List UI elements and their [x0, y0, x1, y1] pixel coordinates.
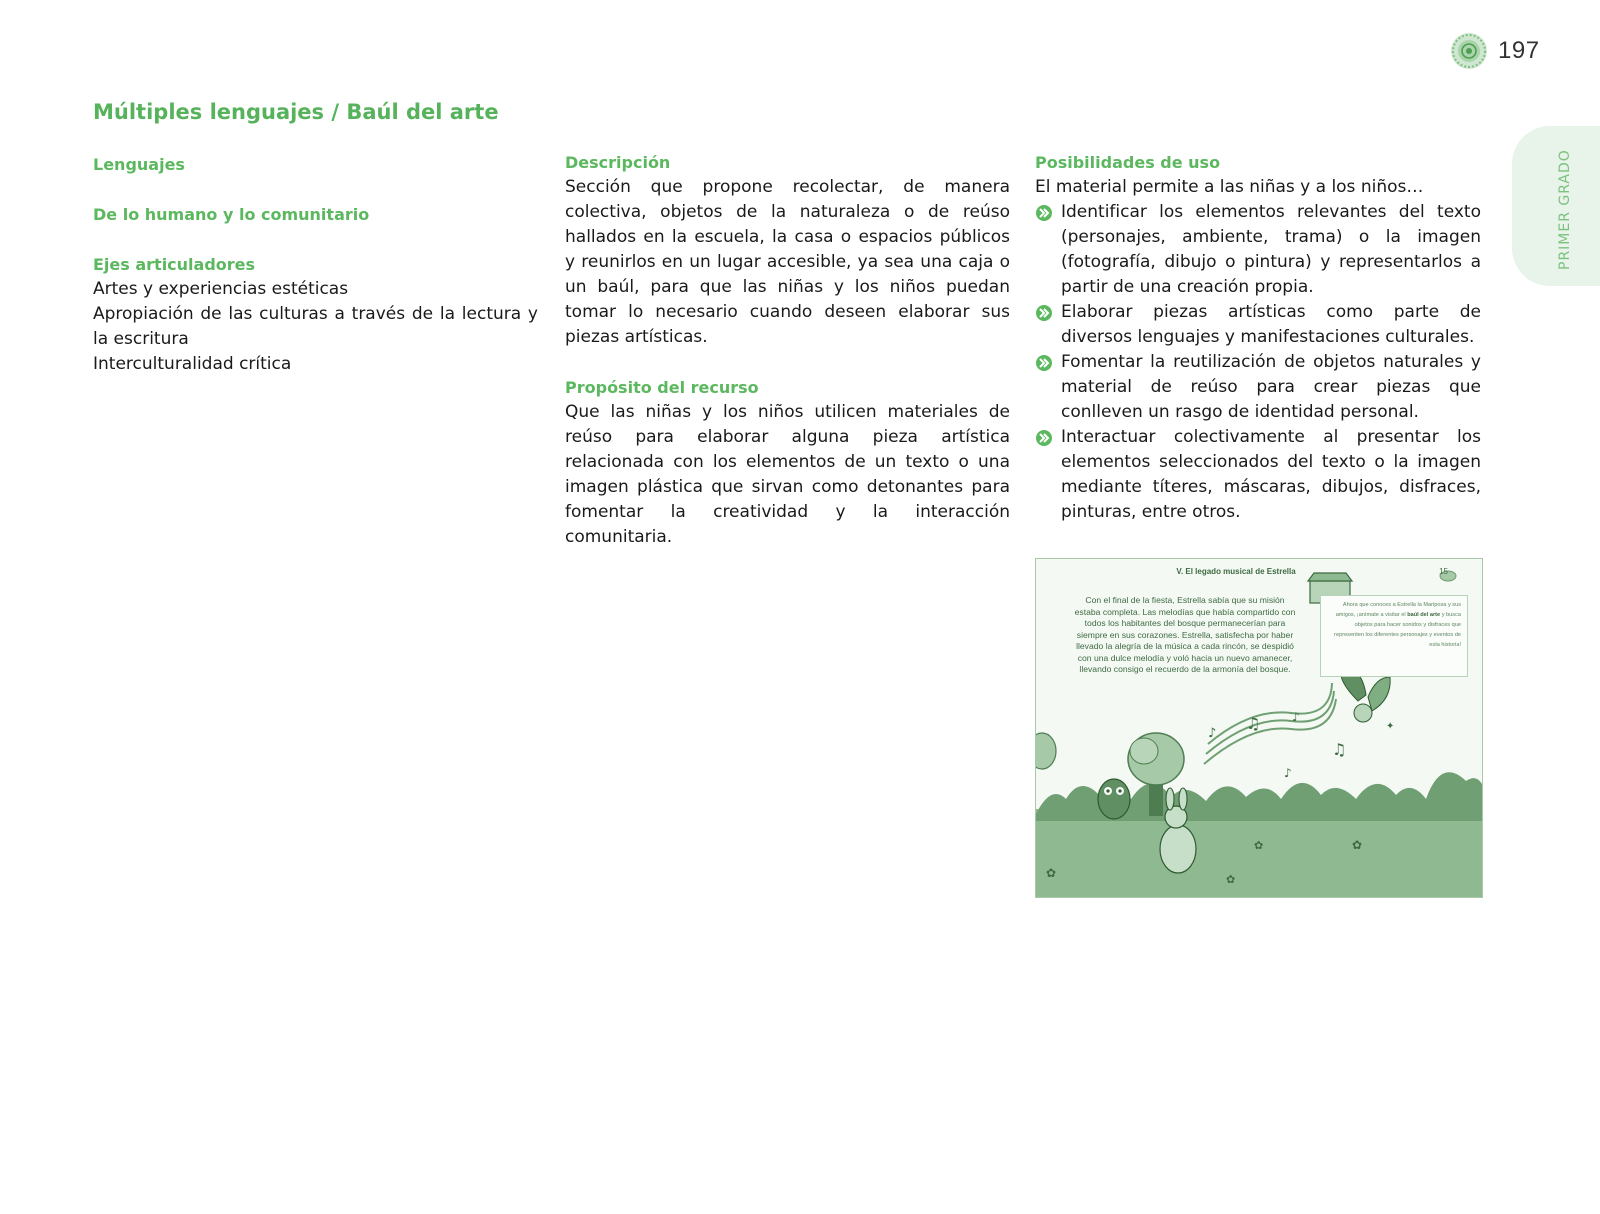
svg-text:♪: ♪: [1284, 766, 1292, 780]
svg-text:♫: ♫: [1332, 740, 1347, 759]
side-tab: [1512, 126, 1600, 286]
descripcion-text: Sección que propone recolectar, de manera colectiva, objetos de la naturaleza o de reúso hallados en la escuela, la casa o espacios públicos y reunirlos en un lugar accesible, ya sea una caja o un baúl, para que las niñas y los niños puedan tomar lo necesario cuando deseen elaborar sus piezas artísticas.: [565, 177, 1010, 347]
svg-text:♪: ♪: [1292, 710, 1300, 724]
list-item-text: Elaborar piezas artísticas como parte de diversos lenguajes y manifestaciones culturales.: [1061, 302, 1481, 347]
descripcion-heading: Descripción: [565, 153, 671, 172]
svg-text:✿: ✿: [1254, 839, 1264, 852]
posibilidades-list: [1035, 200, 1481, 525]
spiral-logo-icon: [1450, 32, 1488, 70]
double-chevron-icon: [1035, 429, 1053, 447]
note-text-bold: baúl del arte: [1407, 612, 1441, 618]
right-column: [1035, 150, 1481, 525]
svg-text:♫: ♫: [1246, 714, 1261, 733]
page-title: Múltiples lenguajes / Baúl del arte: [93, 100, 499, 124]
list-item-text: Fomentar la reutilización de objetos naturales y material de reúso para crear piezas que conlleven un rasgo de identidad personal.: [1061, 352, 1481, 422]
list-item: [1035, 425, 1481, 525]
illustration-note-box: [1320, 595, 1468, 677]
book-page-illustration: [1035, 558, 1483, 898]
list-item: [1035, 350, 1481, 425]
double-chevron-icon: [1035, 204, 1053, 222]
left-column: [93, 152, 538, 377]
illustration-story-text: Con el final de la fiesta, Estrella sabía que su misión estaba completa. Las melodías que había compartido con todos los habitantes del bosque permanecerían para siempre en sus corazones. Estrella, satisfecha por haber llevado la alegría de la música a cada rincón, se despidió con una dulce melodía y voló hacia un nuevo amanecer, llevando consigo el recuerdo de la armonía del bosque.: [1074, 595, 1296, 674]
double-chevron-icon: [1035, 304, 1053, 322]
svg-text:♪: ♪: [1208, 726, 1217, 741]
side-tab-label: PRIMER GRADO: [1557, 149, 1573, 270]
lenguajes-heading: Lenguajes: [93, 155, 185, 174]
eje-item: Artes y experiencias estéticas: [93, 279, 349, 299]
list-item-text: Identificar los elementos relevantes del texto (personajes, ambiente, trama) o la imagen (fotografía, dibujo o pintura) y representarlos a partir de una creación propia.: [1061, 202, 1481, 297]
posibilidades-intro: El material permite a las niñas y a los niños…: [1035, 177, 1424, 197]
note-text-before: Ahora que conoces a Estrella la Mariposa y sus amigos, ¡anímate a visitar el: [1335, 602, 1461, 618]
svg-text:✦: ✦: [1386, 721, 1395, 732]
ejes-list: [93, 277, 538, 377]
eje-item: Interculturalidad crítica: [93, 354, 292, 374]
illustration-page-number: 15: [1439, 567, 1448, 576]
posibilidades-heading: Posibilidades de uso: [1035, 153, 1221, 172]
svg-text:✿: ✿: [1226, 873, 1236, 886]
middle-column: [565, 150, 1010, 550]
page-header: [1450, 32, 1540, 70]
double-chevron-icon: [1035, 354, 1053, 372]
page-number: 197: [1498, 37, 1540, 64]
list-item: [1035, 200, 1481, 300]
campo-heading: De lo humano y lo comunitario: [93, 205, 370, 224]
list-item: [1035, 300, 1481, 350]
svg-text:✿: ✿: [1046, 866, 1057, 880]
note-text-after: y busca objetos para hacer sonidos y disfraces que representen los diferentes personajes y eventos de esta historia!: [1334, 612, 1461, 648]
proposito-heading: Propósito del recurso: [565, 378, 759, 397]
eje-item: Apropiación de las culturas a través de la lectura y la escritura: [93, 304, 538, 349]
proposito-text: Que las niñas y los niños utilicen materiales de reúso para elaborar alguna pieza artística relacionada con los elementos de un texto o una imagen plástica que sirvan como detonantes para fomentar la creatividad y la interacción comunitaria.: [565, 402, 1010, 547]
list-item-text: Interactuar colectivamente al presentar los elementos seleccionados del texto o la imagen mediante títeres, máscaras, dibujos, disfraces, pinturas, entre otros.: [1061, 427, 1481, 522]
ejes-heading: Ejes articuladores: [93, 255, 256, 274]
svg-text:✿: ✿: [1352, 838, 1363, 852]
illustration-title: V. El legado musical de Estrella: [1176, 567, 1296, 576]
